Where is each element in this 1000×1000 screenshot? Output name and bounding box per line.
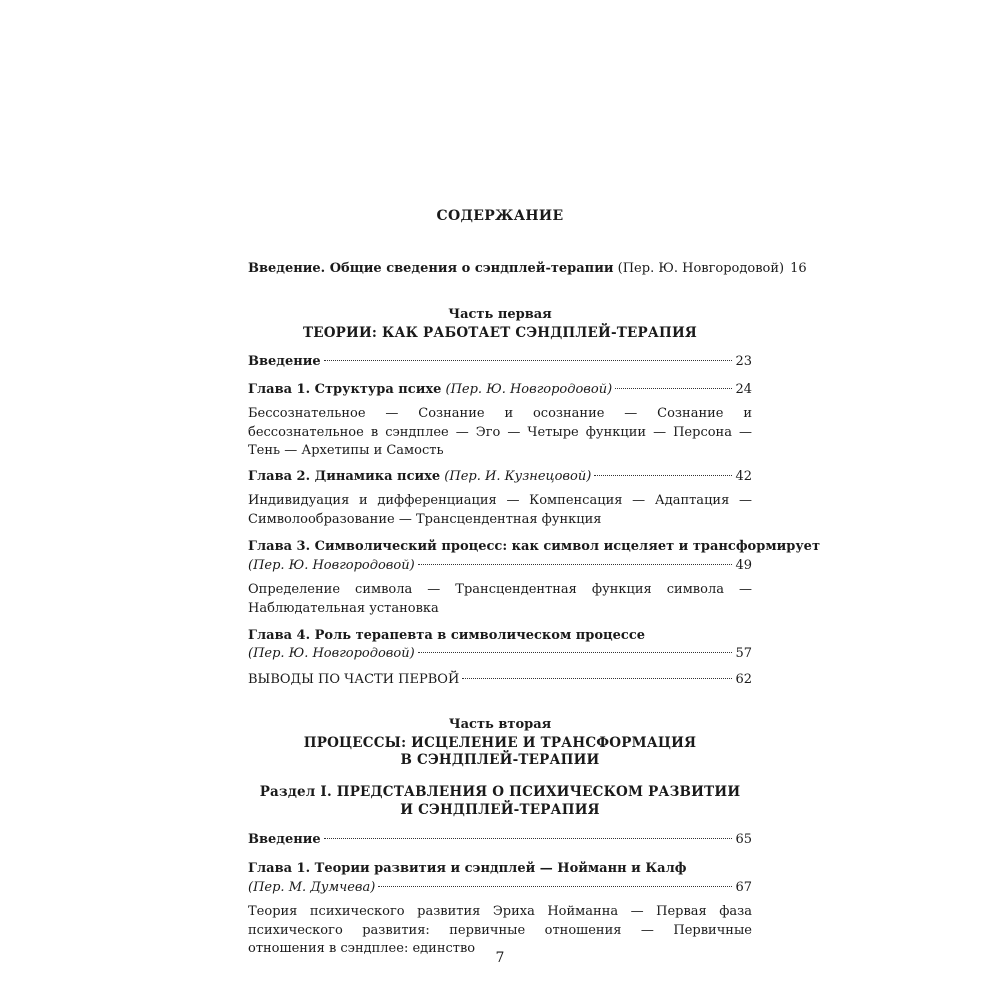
dot-leader bbox=[615, 388, 732, 389]
page-number: 7 bbox=[495, 950, 505, 966]
toc-page bbox=[248, 0, 820, 1000]
toc-entry-part2-intro[interactable] bbox=[248, 831, 752, 849]
part-title-line1: ПРОЦЕССЫ: ИСЦЕЛЕНИЕ И ТРАНСФОРМАЦИЯ bbox=[303, 735, 697, 751]
toc-entry-label: Глава 4. Роль терапевта в символическом процессе bbox=[248, 628, 646, 643]
toc-entry-label: Глава 3. Символический процесс: как символ исцеляет и трансформирует bbox=[248, 539, 820, 554]
toc-entry-part1-intro[interactable] bbox=[248, 353, 752, 371]
toc-entry-part1-ch4[interactable] bbox=[248, 627, 752, 645]
part-label: Часть вторая bbox=[448, 717, 552, 732]
toc-entry-translator: (Пер. Ю. Новгородовой) bbox=[248, 558, 415, 573]
toc-entry-label: Введение bbox=[248, 832, 321, 847]
toc-entry-page: 16 bbox=[790, 261, 807, 276]
toc-entry-translator: (Пер. Ю. Новгородовой) bbox=[617, 261, 785, 276]
section-prefix: Раздел I. bbox=[259, 784, 332, 800]
toc-entry-part1-conclusions[interactable] bbox=[248, 671, 752, 689]
toc-entry-page: 67 bbox=[735, 880, 752, 895]
toc-entry-label: Глава 1. Структура психе bbox=[248, 382, 442, 397]
page-title: СОДЕРЖАНИЕ bbox=[436, 208, 564, 224]
toc-entry-page: 57 bbox=[735, 646, 752, 661]
chapter-description: Бессознательное — Сознание и осознание — Сознание и бессознательное в сэндплее — Эго — Четыре функции — Персона — Тень — Архетипы и Самость bbox=[248, 406, 752, 458]
toc-entry-translator: (Пер. Ю. Новгородовой) bbox=[445, 382, 613, 397]
toc-entry-part1-ch4-cont[interactable] bbox=[248, 645, 752, 663]
toc-entry-part1-ch3[interactable] bbox=[248, 538, 820, 556]
toc-entry-page: 62 bbox=[735, 672, 752, 687]
toc-entry-translator: (Пер. Ю. Новгородовой) bbox=[248, 646, 415, 661]
dot-leader bbox=[324, 360, 733, 361]
toc-entry-label: Введение bbox=[248, 354, 321, 369]
toc-entry-page: 42 bbox=[735, 469, 752, 484]
dot-leader bbox=[594, 475, 732, 476]
toc-entry-part2-ch1-cont[interactable] bbox=[248, 879, 752, 897]
dot-leader bbox=[324, 838, 733, 839]
toc-entry-label: Глава 1. Теории развития и сэндплей — Нойманн и Калф bbox=[248, 861, 687, 876]
toc-entry-page: 65 bbox=[735, 832, 752, 847]
toc-entry-part1-ch3-cont[interactable] bbox=[248, 557, 752, 575]
dot-leader bbox=[378, 886, 732, 887]
toc-entry-part1-ch1[interactable] bbox=[248, 381, 752, 399]
part-title: ТЕОРИИ: КАК РАБОТАЕТ СЭНДПЛЕЙ-ТЕРАПИЯ bbox=[302, 325, 698, 341]
toc-entry-part2-ch1[interactable] bbox=[248, 860, 752, 878]
section-title-text: ПРЕДСТАВЛЕНИЯ О ПСИХИЧЕСКОМ РАЗВИТИИ bbox=[336, 784, 741, 800]
chapter-description: Индивидуация и дифференциация — Компенсация — Адаптация — Символообразование — Трансцендентная функция bbox=[248, 493, 752, 527]
section-title-line2: И СЭНДПЛЕЙ-ТЕРАПИЯ bbox=[400, 802, 600, 818]
toc-entry-part1-ch2[interactable] bbox=[248, 468, 752, 486]
toc-entry-intro[interactable] bbox=[248, 260, 807, 278]
toc-entry-page: 23 bbox=[735, 354, 752, 369]
toc-entry-translator: (Пер. М. Думчева) bbox=[248, 880, 376, 895]
toc-entry-label: Введение. Общие сведения о сэндплей-терапии bbox=[248, 261, 614, 276]
section-title-line1 bbox=[248, 783, 752, 801]
part-title-line2: В СЭНДПЛЕЙ-ТЕРАПИИ bbox=[400, 752, 600, 768]
toc-entry-page: 49 bbox=[735, 558, 752, 573]
toc-entry-translator: (Пер. И. Кузнецовой) bbox=[444, 469, 592, 484]
chapter-description: Определение символа — Трансцендентная функция символа — Наблюдательная установка bbox=[248, 582, 752, 616]
toc-entry-page: 24 bbox=[735, 382, 752, 397]
dot-leader bbox=[418, 564, 733, 565]
dot-leader bbox=[418, 652, 733, 653]
toc-entry-label: ВЫВОДЫ ПО ЧАСТИ ПЕРВОЙ bbox=[248, 672, 460, 687]
toc-entry-label: Глава 2. Динамика психе bbox=[248, 469, 441, 484]
dot-leader bbox=[462, 678, 732, 679]
chapter-description: Теория психического развития Эриха Нойманна — Первая фаза психического развития: первичные отношения — Первичные отношения в сэндплее: единство bbox=[248, 904, 752, 956]
part-label: Часть первая bbox=[448, 307, 552, 322]
